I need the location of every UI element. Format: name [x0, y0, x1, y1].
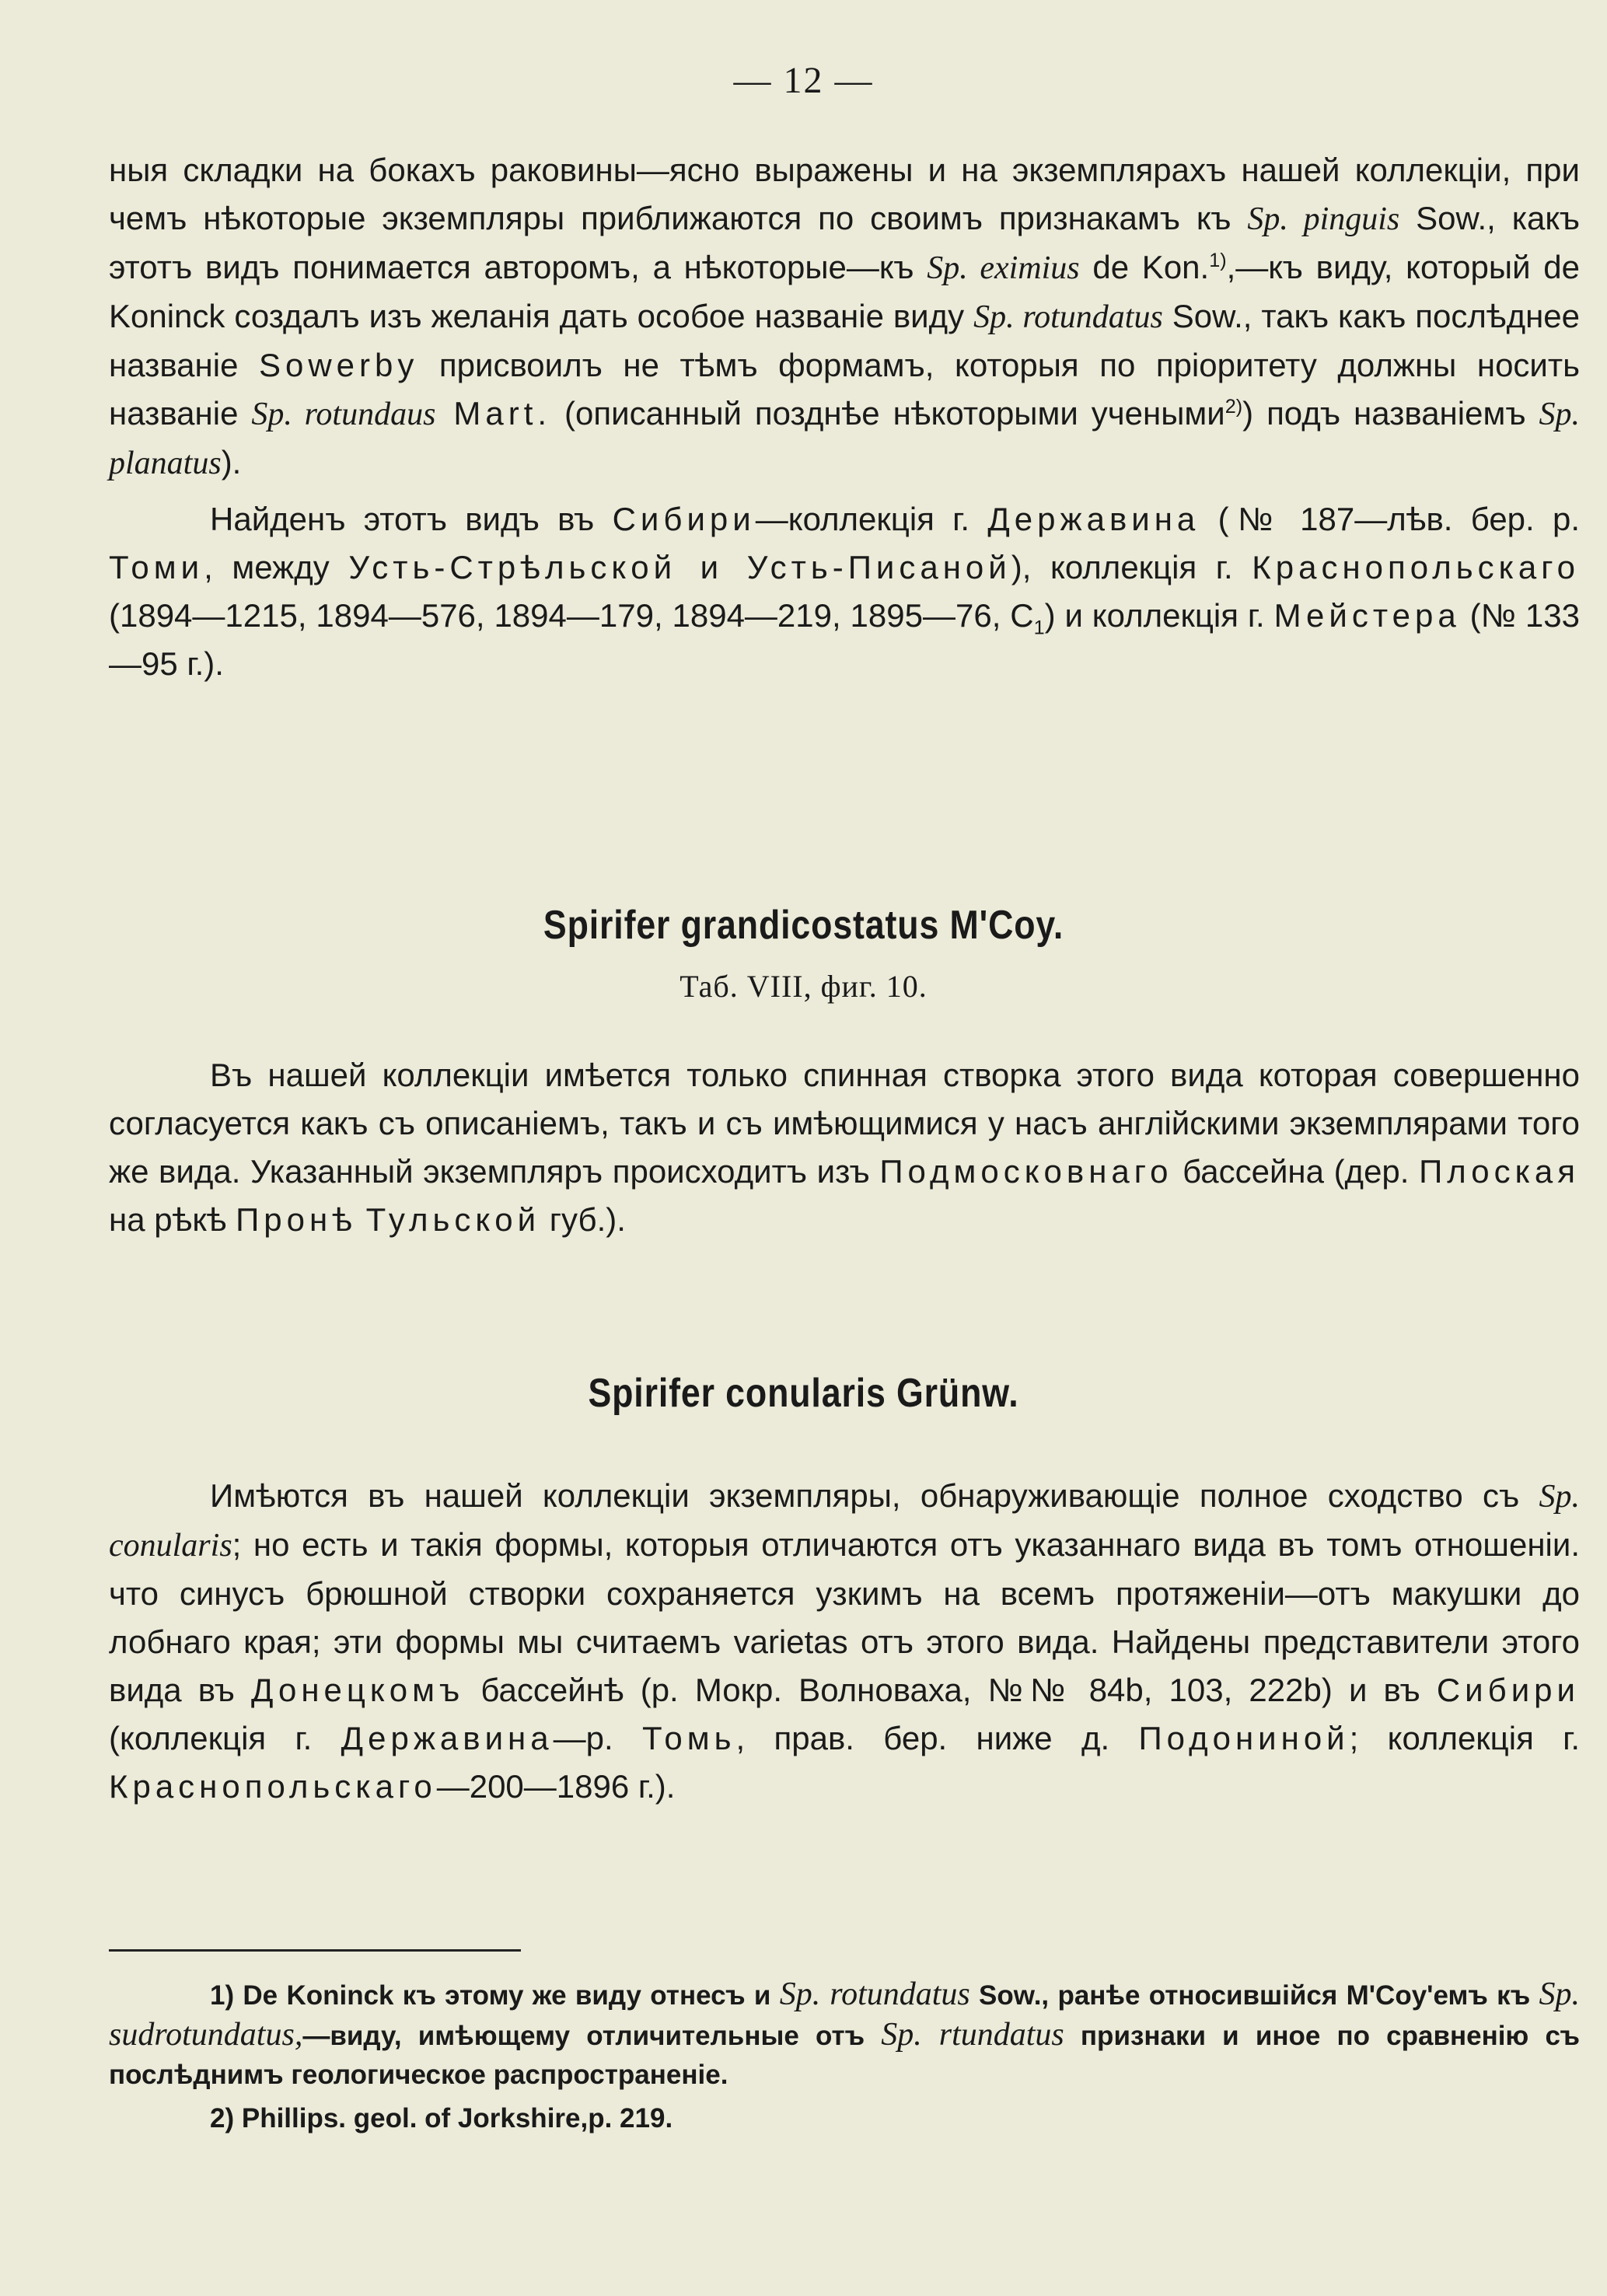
footnote-ref-1[interactable]: 1)	[1209, 250, 1227, 271]
footnote-2: 2) Phillips. geol. of Jorkshire,p. 219.	[210, 2103, 673, 2133]
paragraph-conularis: Имѣются въ нашей коллекціи экземпляры, обнаруживающіе полное сходство съ Sp. conularis; но есть и такія формы, которыя отличаются отъ указаннаго вида въ томъ отношеніи. что синусъ брюшной створки сохраняется узкимъ на всемъ протяженіи—отъ макушки до лобнаго края; эти формы мы считаемъ varietas отъ этого вида. Найдены представители этого вида въ Донецкомъ бассейнѣ (р. Мокр. Волноваха, №№ 84b, 103, 222b) и въ Сибири (коллекція г. Державина—р. Томь, прав. бер. ниже д. Подониной; коллекція г. Краснопольскаго—200—1896 г.).	[109, 1477, 1580, 1805]
section-text-grandicostatus	[109, 1051, 1580, 1244]
plate-reference: Таб. VIII, фиг. 10.	[679, 969, 928, 1004]
section-text-conularis	[109, 1472, 1580, 1811]
footnote-divider	[109, 1949, 521, 1952]
section-heading-grandicostatus: Spirifer grandicostatus M'Coy.	[543, 903, 1064, 948]
page-number: — 12 —	[733, 60, 874, 101]
main-text-block	[109, 146, 1580, 688]
footnote-1: 1) De Koninck къ этому же виду отнесъ и Sp. rotundatus Sow., ранѣе относившійся M'Coy'емъ къ Sp. sudrotundatus,—виду, имѣющему отличительные отъ Sp. rtundatus признаки и иное по сравненію съ послѣднимъ геологическое распространеніе.	[109, 1976, 1581, 2090]
paragraph-continuation: ныя складки на бокахъ раковины—ясно выражены и на экземплярахъ нашей коллекціи, при чемъ нѣкоторые экземпляры приближаются по своимъ признакамъ къ Sp. pinguis Sow., какъ этотъ видъ понимается авторомъ, а нѣкоторые—къ Sp. eximius de Kon.$^{1)}$,—къ виду, который de Koninck создалъ изъ желанія дать особое названіе виду Sp. rotundatus Sow., такъ какъ послѣднее названіе Sowerby присвоилъ не тѣмъ формамъ, которыя по пріоритету должны носить названіе Sp. rotundaus Mart. (описанный позднѣе нѣкоторыми учеными$^{2)}$) подъ названіемъ Sp. planatus).	[109, 152, 1581, 481]
footnote-ref-2[interactable]: 2)	[1224, 396, 1243, 418]
paragraph-grandicostatus: Въ нашей коллекціи имѣется только спинная створка этого вида которая совершенно согласуется какъ съ описаніемъ, такъ и съ имѣющимися у насъ англійскими экземплярами того же вида. Указанный экземпляръ происходитъ изъ Подмосковнаго бассейна (дер. Плоская на рѣкѣ Пронѣ Тульской губ.).	[109, 1057, 1580, 1238]
section-heading-conularis: Spirifer conularis Grünw.	[588, 1371, 1019, 1416]
paragraph-locality: Найденъ этотъ видъ въ Сибири—коллекція г. Державина (№ 187—лѣв. бер. р. Томи, между Усть-Стрѣльской и Усть-Писаной), коллекція г. Краснопольскаго (1894—1215, 1894—576, 1894—179, 1894—219, 1895—76, $C_1$) и коллекція г. Мейстера (№ 133—95 г.).	[109, 501, 1581, 682]
footnotes	[109, 1975, 1580, 2138]
